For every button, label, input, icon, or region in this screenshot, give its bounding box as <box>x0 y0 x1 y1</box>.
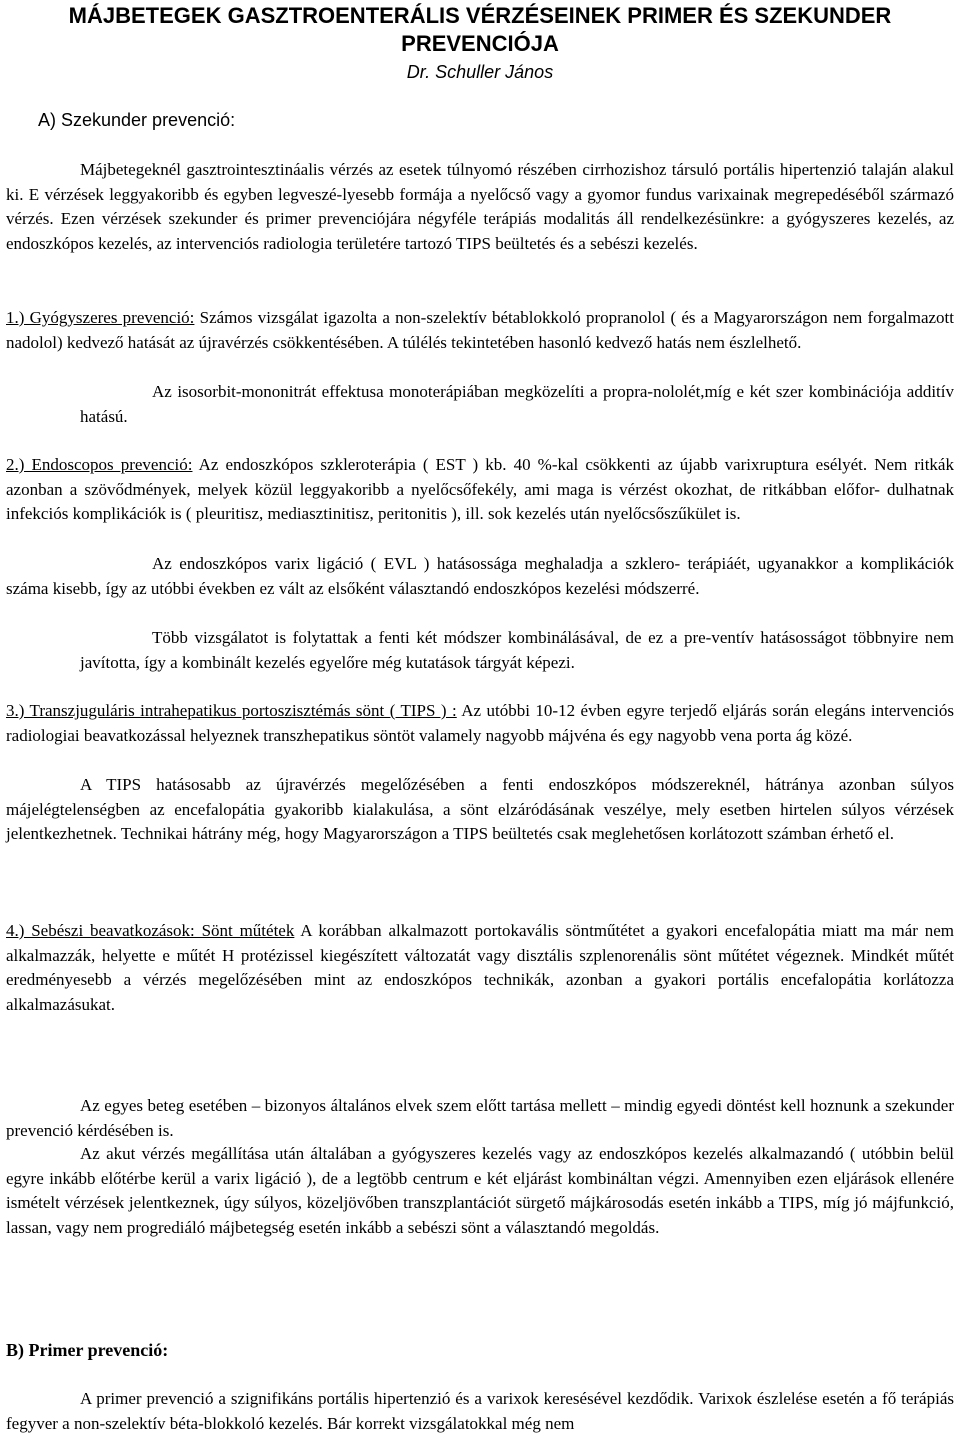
item-4-label: 4.) Sebészi beavatkozások: Sönt műtétek <box>6 921 295 940</box>
section-b-intro: A primer prevenció a szignifikáns portális hipertenzió és a varixok keresésével kezdődik. Varixok észlelése esetén a fő terápiás fegyver a non-szelektív béta-blokkoló kezelés. Bár korrekt vizsgálatokkal még nem <box>6 1389 954 1433</box>
item-1-label: 1.) Gyógyszeres prevenció: <box>6 308 195 327</box>
item-3-text-2: A TIPS hatásosabb az újravérzés megelőzésében a fenti endoszkópos módszereknél, hátránya azonban súlyos májelégtelenségben az encefalopátia gyakoribb kialakulása, a sönt elzáródásának veszélye, mely esetben hirtelen súlyos vérzések jelentkezhetnek. Technikai hátrány még, hogy Magyarországon a TIPS beültetés csak meglehetősen korlátozott számban érhető el. <box>6 775 954 843</box>
item-3-paragraph <box>6 699 954 748</box>
item-1-paragraph <box>6 306 954 355</box>
document-title: MÁJBETEGEK GASZTROENTERÁLIS VÉRZÉSEINEK PRIMER ÉS SZEKUNDER PREVENCIÓJA <box>68 3 892 56</box>
summary-paragraph-1: Az egyes beteg esetében – bizonyos általános elvek szem előtt tartása mellett – mindig egyedi döntést kell hoznunk a szekunder prevenció kérdésében is. <box>6 1096 954 1140</box>
item-2-text-3: Több vizsgálatot is folytattak a fenti két módszer kombinálásával, de ez a pre-ventív hatásosságot többnyire nem javította, így a kombinált kezelés egyelőre még kutatások tárgyát képezi. <box>80 628 954 672</box>
item-2-paragraph <box>6 453 954 527</box>
author-name: Dr. Schuller János <box>406 62 554 82</box>
item-1-text-2: Az isosorbit-mononitrát effektusa monoterápiában megközelíti a propra-nololét,míg e két szer kombinációja additív hatású. <box>80 382 954 426</box>
item-3-text: Az utóbbi 10-12 évben egyre terjedő eljárás során elegáns intervenciós radiologiai beavatkozással helyeznek transzhepatikus söntöt valamely nagyobb májvéna és egy nagyobb vena porta ág közé. <box>6 701 954 745</box>
item-2-text: Az endoszkópos szkleroterápia ( EST ) kb. 40 %-kal csökkenti az újabb varixruptura esélyét. Nem ritkák azonban a szövődmények, melyek közül leggyakoribb a nyelőcsőfekély, ami maga is vérzést okozhat, de ritkábban előfor- dulhatnak infekciós komplikációk is ( pleuritisz, mediasztinitisz, peritonitis ), ill. sok kezelés után nyelőcsőszűkület is. <box>6 455 954 523</box>
section-a-heading: A) Szekunder prevenció: <box>38 110 236 130</box>
item-2-label: 2.) Endoscopos prevenció: <box>6 455 193 474</box>
item-1-text: Számos vizsgálat igazolta a non-szelektív bétablokkoló propranolol ( és a Magyarországon nem forgalmazott nadolol) kedvező hatását az újravérzés csökkentésében. A túlélés tekintetében hasonló kedvező hatás nem észlelhető. <box>6 308 955 352</box>
section-a-intro: Májbetegeknél gasztrointesztináalis vérzés az esetek túlnyomó részében cirrhozishoz társuló portális hipertenzió talaján alakul ki. E vérzések leggyakoribb és egyben legveszé-lyesebb formája a nyelőcső vagy a gyomor fundus varixainak megrepedéséből származó vérzés. Ezen vérzések szekunder és primer prevenciójára négyféle terápiás modalitás áll rendelkezésünkre: a gyógyszeres kezelés, az endoszkópos kezelés, az intervenciós radiologia területére tartozó TIPS beültetés és a sebészi kezelés. <box>6 160 954 253</box>
summary-paragraph-2: Az akut vérzés megállítása után általában a gyógyszeres kezelés vagy az endoszkópos kezelés alkalmazandó ( utóbbin belül egyre inkább előtérbe kerül a varix ligáció ), de a legtöbb centrum e két eljárást kombináltan végzi. Amennyiben ezen eljárások ellenére ismételt vérzések jelentkeznek, úgy súlyos, közeljövőben transzplantációt sürgető májkárosodás esetén inkább a TIPS, míg jó májfunkció, lassan, vagy nem progrediáló májbetegség esetén inkább a sebészi sönt a választandó megoldás. <box>6 1144 954 1237</box>
item-3-label: 3.) Transzjuguláris intrahepatikus portoszisztémás sönt ( TIPS ) : <box>6 701 457 720</box>
item-4-text: A korábban alkalmazott portokavális söntműtétet a gyakori encefalopátia miatt ma már nem alkalmazzák, helyette e műtét H protézissel kiegészített változatát vagy disztális szplenorenális sönt műtétet végeznek. Mindkét műtét eredményesebb a vérzés megelőzésében mint az endoszkópos technikák, azonban a gyakori portális encefalopátia korlátozza alkalmazásukat. <box>6 921 955 1014</box>
item-2-text-2: Az endoszkópos varix ligáció ( EVL ) hatásossága meghaladja a szklero- terápiáét, ugyanakkor a komplikációk száma kisebb, így az utóbbi években ez vált az elsőként választandó endoszkópos kezelési módszerré. <box>6 554 954 598</box>
item-4-paragraph <box>6 919 954 1017</box>
section-b-heading: B) Primer prevenció: <box>6 1340 169 1360</box>
